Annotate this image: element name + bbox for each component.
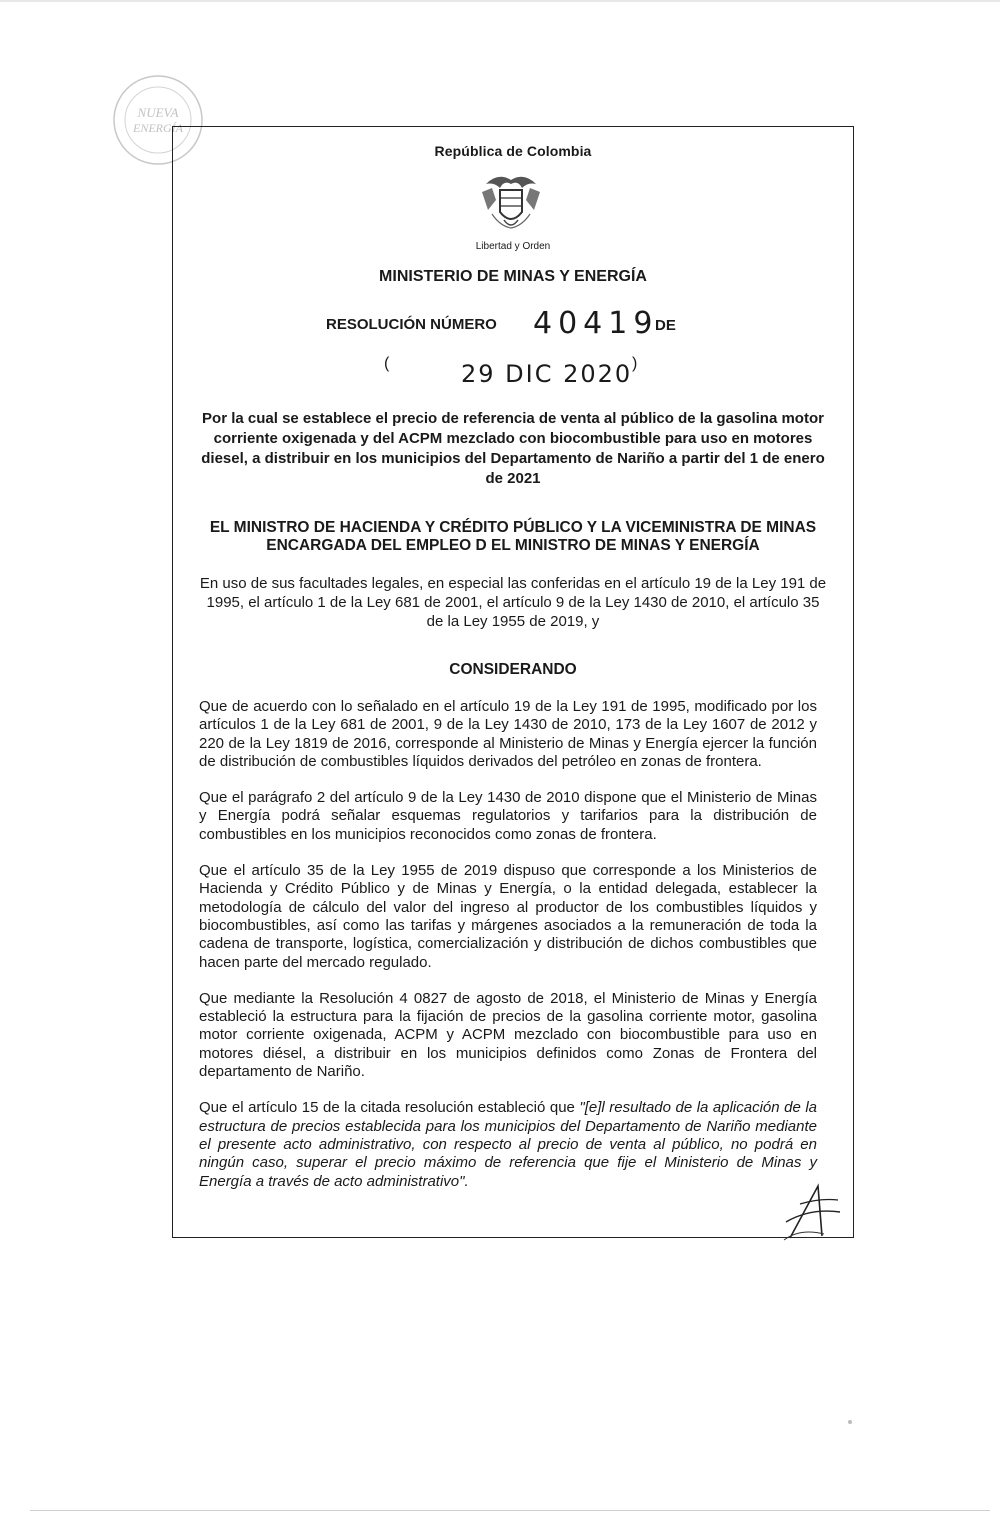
- resolution-label: RESOLUCIÓN NÚMERO: [326, 316, 497, 333]
- considerations-body: [199, 698, 817, 1209]
- paren-close: ): [632, 355, 638, 372]
- signature-initial-icon: [780, 1178, 850, 1248]
- svg-text:ENERGÍA: ENERGÍA: [133, 121, 183, 135]
- quote-intro: Que el artículo 15 de la citada resolución estableció que: [199, 1099, 580, 1117]
- republic-heading: República de Colombia: [434, 143, 592, 159]
- issuing-authority: EL MINISTRO DE HACIENDA Y CRÉDITO PÚBLICO Y LA VICEMINISTRA DE MINAS ENCARGADA DEL EMPLEO D EL MINISTRO DE MINAS Y ENERGÍA: [209, 519, 817, 554]
- consideration-paragraph: Que mediante la Resolución 4 0827 de agosto de 2018, el Ministerio de Minas y Energía estableció la estructura para la fijación de precios de la gasolina corriente motor, gasolina motor corriente oxigenada, ACPM y ACPM mezclado con biocombustible para uso en motores diésel, a distribuir en los municipios definidos como Zonas de Frontera del departamento de Nariño.: [199, 989, 817, 1081]
- quoted-text: "[e]l resultado de la aplicación de la estructura de precios establecida para los municipios del Departamento de Nariño mediante el presente acto administrativo, con respecto al precio de venta al público, no podrá en ningún caso, superar el precio máximo de referencia que fije el Ministerio de Minas y Energía a través de acto administrativo".: [199, 1099, 817, 1190]
- consideration-paragraph-quote: [199, 1099, 817, 1190]
- resolution-subject: Por la cual se establece el precio de referencia de venta al público de la gasolina motor corriente oxigenada y del ACPM mezclado con biocombustible para uso en motores diesel, a distribuir en los municipios del Departamento de Nariño a partir del 1 de enero de 2021: [201, 410, 825, 487]
- resolution-date: 29 DIC 2020: [461, 360, 633, 388]
- considering-heading: CONSIDERANDO: [449, 661, 577, 678]
- coat-of-arms-icon: [478, 170, 544, 240]
- scan-edge-bottom: [30, 1510, 990, 1511]
- scan-speck: [848, 1420, 852, 1424]
- consideration-paragraph: Que el parágrafo 2 del artículo 9 de la Ley 1430 de 2010 dispone que el Ministerio de Minas y Energía podrá señalar esquemas regulatorios y tarifarios para la distribución de combustibles en los municipios reconocidos como zonas de frontera.: [199, 789, 817, 843]
- svg-text:NUEVA: NUEVA: [137, 105, 179, 120]
- resolution-de: DE: [655, 317, 676, 334]
- paren-open: (: [384, 355, 390, 372]
- consideration-paragraph: Que el artículo 35 de la Ley 1955 de 2019 dispuso que corresponde a los Ministerios de Hacienda y Crédito Público y de Minas y Energía, o la entidad delegada, establecer la metodología de cálculo del valor del ingreso al productor de los combustibles líquidos y biocombustibles, así como las tarifas y márgenes asociados a la remuneración de toda la cadena de transporte, logística, comercialización y distribución de dichos combustibles que hacen parte del mercado regulado.: [199, 862, 817, 971]
- ministry-heading: MINISTERIO DE MINAS Y ENERGÍA: [379, 268, 647, 285]
- motto-text: Libertad y Orden: [475, 241, 551, 252]
- resolution-number: 40419: [533, 306, 659, 341]
- scan-edge-top: [0, 0, 1000, 2]
- consideration-paragraph: Que de acuerdo con lo señalado en el artículo 19 de la Ley 191 de 1995, modificado por los artículos 1 de la Ley 681 de 2001, 9 de la Ley 1430 de 2010, 173 de la Ley 1607 de 2012 y 220 de la Ley 1819 de 2016, corresponde al Ministerio de Minas y Energía ejercer la función de distribución de combustibles líquidos derivados del petróleo en zonas de frontera.: [199, 698, 817, 770]
- legal-faculties: En uso de sus facultades legales, en especial las conferidas en el artículo 19 de la Ley 191 de 1995, el artículo 1 de la Ley 681 de 2001, el artículo 9 de la Ley 1430 de 2010, el artículo 35 de la Ley 1955 de 2019, y: [199, 575, 827, 630]
